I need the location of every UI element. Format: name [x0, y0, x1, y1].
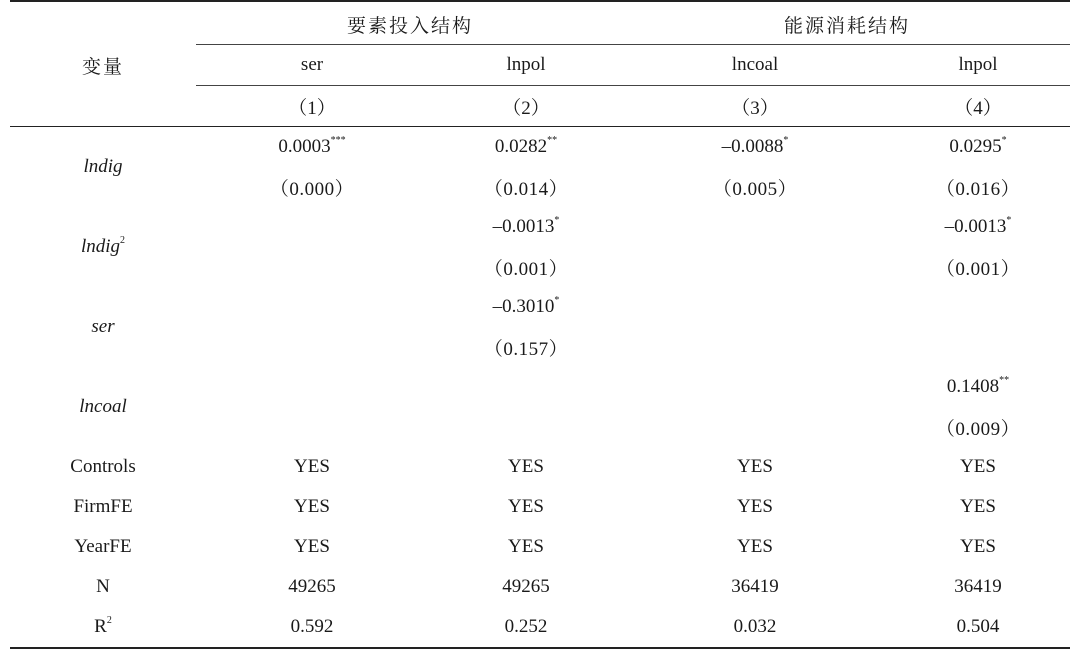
se-cell [886, 407, 1070, 447]
header-group-row [10, 1, 1070, 45]
row-label-superscript: 2 [106, 614, 112, 626]
se-cell [428, 247, 624, 287]
table-row-yearfe [10, 527, 1070, 567]
row-label: lncoal [79, 396, 127, 417]
significance-stars: ** [999, 374, 1010, 386]
se-cell [624, 167, 886, 207]
table-row-lndig-coef [10, 127, 1070, 168]
coef-cell [624, 207, 886, 247]
value-cell [196, 487, 428, 527]
cell-value: YES [960, 496, 996, 517]
se-cell [886, 247, 1070, 287]
column-number-2 [428, 86, 624, 127]
value-cell [428, 607, 624, 648]
column-number-label: （3） [731, 97, 779, 119]
coef-cell [886, 287, 1070, 327]
row-label: Controls [70, 456, 136, 477]
row-label-superscript: 2 [120, 234, 126, 246]
significance-stars: * [783, 134, 789, 146]
cell-value: 36419 [954, 576, 1002, 597]
coef-value: –0.0013 [944, 216, 1007, 237]
coef-cell [428, 207, 624, 247]
significance-stars: ** [547, 134, 558, 146]
column-name: ser [300, 54, 324, 75]
cell-value: YES [294, 456, 330, 477]
value-cell [886, 487, 1070, 527]
value-cell [428, 527, 624, 567]
row-label-lndig2 [10, 207, 196, 287]
se-cell [428, 327, 624, 367]
cell-value: YES [294, 536, 330, 557]
coef-cell [196, 207, 428, 247]
row-label: FirmFE [73, 496, 133, 517]
se-value: （0.009） [935, 418, 1021, 440]
table-row-lndig2-coef [10, 207, 1070, 247]
coef-cell [886, 127, 1070, 168]
significance-stars: * [554, 214, 560, 226]
significance-stars: * [554, 294, 560, 306]
variable-header-label: 变量 [81, 56, 124, 78]
cell-value: YES [737, 456, 773, 477]
cell-value: YES [508, 536, 544, 557]
cell-value: 0.032 [733, 616, 777, 637]
cell-value: YES [508, 496, 544, 517]
row-label: N [96, 576, 110, 597]
column-name: lnpol [506, 54, 546, 75]
column-header-3 [624, 45, 886, 86]
cell-value: YES [294, 496, 330, 517]
se-cell [196, 167, 428, 207]
group-header-energy-consumption [624, 1, 1070, 45]
coef-cell [624, 127, 886, 168]
value-cell [886, 447, 1070, 487]
value-cell [624, 527, 886, 567]
table-row-n [10, 567, 1070, 607]
group-header-label: 要素投入结构 [347, 15, 474, 37]
row-label-n [10, 567, 196, 607]
se-cell [886, 167, 1070, 207]
row-label-yearfe [10, 527, 196, 567]
value-cell [196, 607, 428, 648]
cell-value: YES [960, 456, 996, 477]
se-cell [624, 327, 886, 367]
regression-table [10, 0, 1070, 649]
cell-value: 49265 [288, 576, 336, 597]
row-label-r2 [10, 607, 196, 648]
value-cell [428, 447, 624, 487]
cell-value: YES [737, 496, 773, 517]
cell-value: YES [508, 456, 544, 477]
row-label-ser [10, 287, 196, 367]
significance-stars: * [1006, 214, 1012, 226]
coef-cell [886, 207, 1070, 247]
row-label: R [94, 616, 107, 637]
value-cell [624, 447, 886, 487]
se-cell [428, 167, 624, 207]
cell-value: 0.504 [956, 616, 1000, 637]
coef-value: 0.0295 [949, 136, 1002, 157]
row-label: lndig [83, 156, 123, 177]
column-number-label: （2） [502, 97, 550, 119]
value-cell [196, 527, 428, 567]
cell-value: YES [960, 536, 996, 557]
table-row-controls [10, 447, 1070, 487]
row-label: YearFE [74, 536, 132, 557]
row-label: lndig [80, 236, 121, 257]
column-number-1 [196, 86, 428, 127]
cell-value: 0.252 [504, 616, 548, 637]
row-label-lncoal [10, 367, 196, 447]
value-cell [428, 567, 624, 607]
coef-value: 0.0282 [494, 136, 548, 157]
se-value: （0.001） [935, 258, 1021, 280]
value-cell [624, 487, 886, 527]
se-value: （0.016） [935, 178, 1021, 200]
value-cell [886, 567, 1070, 607]
se-cell [196, 327, 428, 367]
se-cell [886, 327, 1070, 367]
se-value: （0.157） [483, 338, 569, 360]
row-label-firmfe [10, 487, 196, 527]
column-name: lncoal [731, 54, 779, 75]
group-header-factor-input [196, 1, 624, 45]
table-body [10, 127, 1070, 649]
coef-cell [428, 367, 624, 407]
table-row-firmfe [10, 487, 1070, 527]
coef-cell [196, 287, 428, 327]
column-number-label: （4） [954, 97, 1002, 119]
value-cell [886, 527, 1070, 567]
se-value: （0.014） [483, 178, 569, 200]
coef-cell [428, 287, 624, 327]
column-header-1 [196, 45, 428, 86]
coef-value: 0.0003 [278, 136, 331, 157]
coef-cell [624, 367, 886, 407]
cell-value: YES [737, 536, 773, 557]
se-cell [428, 407, 624, 447]
value-cell [428, 487, 624, 527]
se-value: （0.001） [483, 258, 569, 280]
column-number-3 [624, 86, 886, 127]
significance-stars: *** [330, 134, 346, 146]
coef-cell [196, 127, 428, 168]
cell-value: 0.592 [290, 616, 334, 637]
table-row-r2 [10, 607, 1070, 648]
coef-value: –0.0013 [492, 216, 555, 237]
value-cell [196, 447, 428, 487]
cell-value: 36419 [731, 576, 779, 597]
column-header-4 [886, 45, 1070, 86]
value-cell [196, 567, 428, 607]
column-number-label: （1） [288, 97, 336, 119]
coef-value: –0.3010 [492, 296, 555, 317]
coef-value: –0.0088 [721, 136, 784, 157]
column-number-4 [886, 86, 1070, 127]
coef-cell [624, 287, 886, 327]
se-cell [624, 247, 886, 287]
value-cell [886, 607, 1070, 648]
se-cell [196, 407, 428, 447]
coef-cell [886, 367, 1070, 407]
value-cell [624, 567, 886, 607]
row-label-controls [10, 447, 196, 487]
variable-header-cell [10, 1, 196, 127]
coef-cell [196, 367, 428, 407]
se-value: （0.005） [712, 178, 798, 200]
cell-value: 49265 [502, 576, 550, 597]
se-cell [624, 407, 886, 447]
table-header [10, 1, 1070, 127]
significance-stars: * [1001, 134, 1007, 146]
table-row-lncoal-coef [10, 367, 1070, 407]
row-label: ser [91, 316, 115, 337]
group-header-label: 能源消耗结构 [784, 15, 911, 37]
column-name: lnpol [958, 54, 998, 75]
coef-value: 0.1408 [946, 376, 1000, 397]
table-row-ser-coef [10, 287, 1070, 327]
column-header-2 [428, 45, 624, 86]
se-cell [196, 247, 428, 287]
se-value: （0.000） [269, 178, 355, 200]
regression-table-container [10, 0, 1070, 649]
coef-cell [428, 127, 624, 168]
value-cell [624, 607, 886, 648]
row-label-lndig [10, 127, 196, 208]
